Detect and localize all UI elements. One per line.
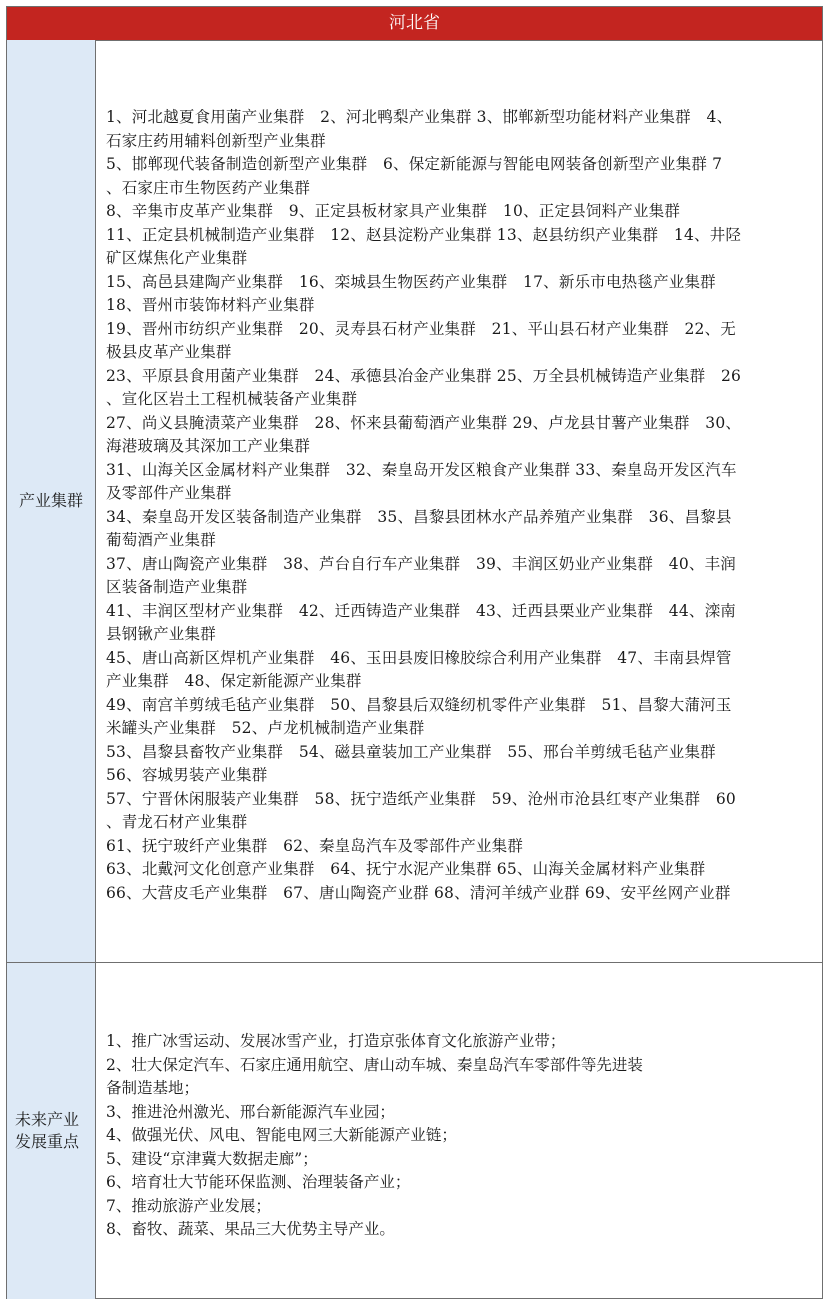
future-focus-row: [7, 963, 822, 1299]
province-title: 河北省: [7, 7, 822, 41]
text-line: 4、做强光伏、风电、智能电网三大新能源产业链；: [106, 1126, 457, 1144]
text-line: 5、邯郸现代装备制造创新型产业集群 6、保定新能源与智能电网装备创新型产业集群 7: [106, 155, 723, 173]
text-line: 、石家庄市生物医药产业集群: [106, 178, 311, 197]
text-line: 葡萄酒产业集群: [106, 531, 216, 549]
text-line: 49、南宫羊剪绒毛毡产业集群 50、昌黎县后双缝纫机零件产业集群 51、昌黎大蒲河玉: [106, 695, 732, 714]
text-line: 57、宁晋休闲服装产业集群 58、抚宁造纸产业集群 59、沧州市沧县红枣产业集群 60: [106, 789, 736, 808]
text-line: 备制造基地；: [106, 1079, 200, 1097]
text-line: 61、抚宁玻纤产业集群 62、秦皇岛汽车及零部件产业集群: [106, 836, 524, 855]
industry-cluster-label: 产业集群: [18, 491, 83, 510]
text-line: 18、晋州市装饰材料产业集群: [106, 296, 315, 314]
text-line: 11、正定县机械制造产业集群 12、赵县淀粉产业集群 13、赵县纺织产业集群 14、井陉: [106, 225, 742, 244]
text-line: 34、秦皇岛开发区装备制造产业集群 35、昌黎县团林水产品养殖产业集群 36、昌黎县: [106, 507, 732, 526]
text-line: 、宣化区岩土工程机械装备产业集群: [106, 390, 358, 408]
text-line: 1、河北越夏食用菌产业集群 2、河北鸭梨产业集群 3、邯郸新型功能材料产业集群 4、: [106, 108, 733, 126]
text-line: 6、培育壮大节能环保监测、治理装备产业；: [106, 1173, 411, 1191]
industry-cluster-row: [7, 40, 822, 963]
text-line: 2、壮大保定汽车、石家庄通用航空、唐山动车城、秦皇岛汽车零部件等先进装: [106, 1055, 643, 1074]
text-line: 米罐头产业集群 52、卢龙机械制造产业集群: [106, 719, 425, 737]
text-line: 8、辛集市皮革产业集群 9、正定县板材家具产业集群 10、正定县饲料产业集群: [106, 202, 681, 220]
text-line: 56、容城男装产业集群: [106, 766, 268, 784]
text-line: 极县皮革产业集群: [106, 343, 232, 361]
priority-list: [106, 1030, 806, 1242]
text-line: 66、大营皮毛产业集群 67、唐山陶瓷产业群 68、清河羊绒产业群 69、安平丝网产业群: [106, 883, 731, 902]
text-line: 41、丰润区型材产业集群 42、迁西铸造产业集群 43、迁西县栗业产业集群 44、滦南: [106, 601, 736, 620]
text-line: 海港玻璃及其深加工产业集群: [106, 437, 311, 455]
future-focus-label-cell: [7, 963, 96, 1299]
future-focus-content: [96, 963, 822, 1299]
text-line: 15、高邑县建陶产业集群 16、栾城县生物医药产业集群 17、新乐市电热毯产业集群: [106, 272, 716, 291]
text-line: 53、昌黎县畜牧产业集群 54、磁县童装加工产业集群 55、邢台羊剪绒毛毡产业集群: [106, 742, 716, 761]
text-line: 及零部件产业集群: [106, 484, 232, 502]
text-line: 23、平原县食用菌产业集群 24、承德县冶金产业集群 25、万全县机械铸造产业集群 26: [106, 366, 742, 385]
text-line: 矿区煤焦化产业集群: [106, 249, 248, 267]
text-line: 45、唐山高新区焊机产业集群 46、玉田县废旧橡胶综合利用产业集群 47、丰南县焊管: [106, 648, 732, 667]
text-line: 石家庄药用辅料创新型产业集群: [106, 131, 326, 150]
text-line: 县钢锹产业集群: [106, 625, 216, 643]
future-focus-label: 未来产业发展重点: [15, 1110, 80, 1151]
text-line: 区装备制造产业集群: [106, 578, 248, 596]
text-line: 37、唐山陶瓷产业集群 38、芦台自行车产业集群 39、丰润区奶业产业集群 40、丰润: [106, 554, 736, 573]
province-table: [6, 6, 823, 1299]
text-line: 63、北戴河文化创意产业集群 64、抚宁水泥产业集群 65、山海关金属材料产业集群: [106, 860, 706, 878]
text-line: 8、畜牧、蔬菜、果品三大优势主导产业。: [106, 1220, 395, 1238]
text-line: 7、推动旅游产业发展；: [106, 1196, 271, 1215]
text-line: 1、推广冰雪运动、发展冰雪产业，打造京张体育文化旅游产业带；: [106, 1032, 566, 1050]
industry-cluster-label-cell: [7, 40, 96, 962]
industry-cluster-content: [96, 40, 822, 962]
text-line: 31、山海关区金属材料产业集群 32、秦皇岛开发区粮食产业集群 33、秦皇岛开发区汽车: [106, 460, 737, 479]
text-line: 产业集群 48、保定新能源产业集群: [106, 672, 362, 690]
text-line: 3、推进沧州激光、邢台新能源汽车业园；: [106, 1102, 395, 1121]
text-line: 27、尚义县腌渍菜产业集群 28、怀来县葡萄酒产业集群 29、卢龙县甘薯产业集群 30、: [106, 413, 742, 432]
text-line: 19、晋州市纺织产业集群 20、灵寿县石材产业集群 21、平山县石材产业集群 22、无: [106, 319, 736, 338]
cluster-list: [106, 106, 818, 905]
text-line: 、青龙石材产业集群: [106, 813, 248, 831]
text-line: 5、建设“京津冀大数据走廊”；: [106, 1149, 318, 1168]
